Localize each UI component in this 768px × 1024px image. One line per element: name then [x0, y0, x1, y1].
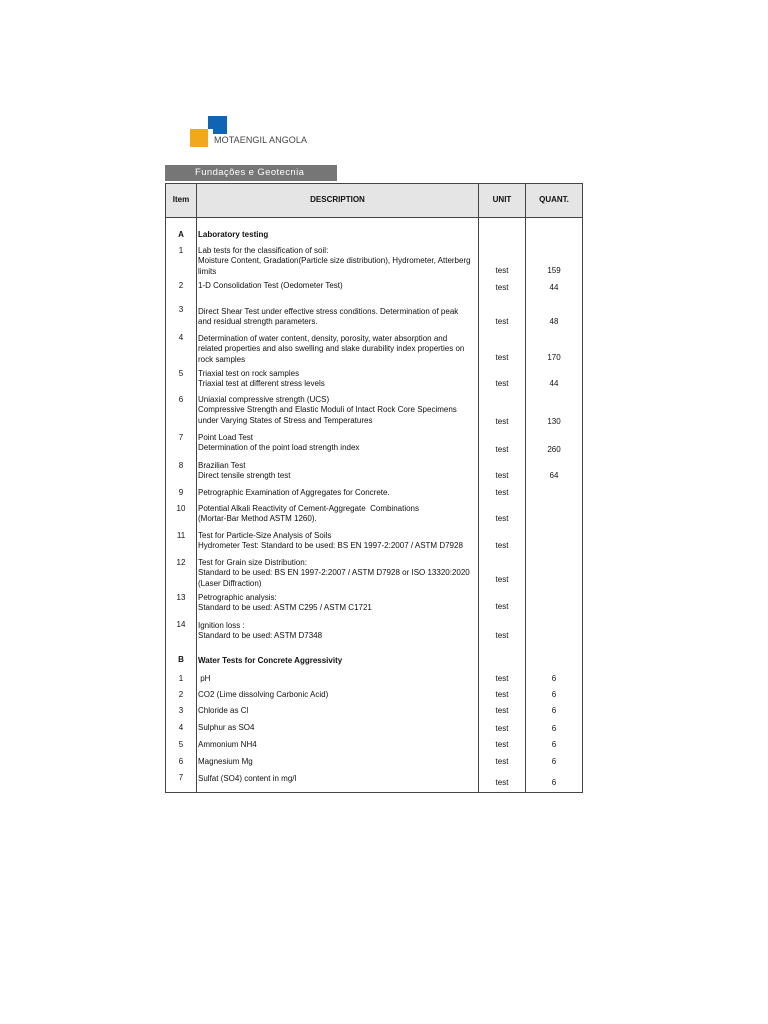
description-line: Moisture Content, Gradation(Particle size distribution), Hydrometer, Atterberg	[198, 256, 471, 266]
row-quantity: 170	[547, 353, 561, 362]
description-line: related properties and also swelling and slake durability index properties on	[198, 344, 465, 354]
description-line: Sulfat (SO4) content in mg/l	[198, 774, 297, 783]
description-line: Triaxial test on rock samples	[198, 369, 300, 378]
section-b-code: B	[178, 655, 184, 664]
description-line: (Mortar-Bar Method ASTM 1260).	[198, 514, 317, 524]
row-quantity: 6	[551, 674, 557, 683]
row-item-number: 5	[178, 740, 184, 749]
description-line: Determination of water content, density, porosity, water absorption and	[198, 334, 448, 343]
row-quantity: 6	[551, 690, 557, 699]
row-quantity: 6	[551, 740, 557, 749]
description-line: Ignition loss :	[198, 621, 245, 630]
row-unit: test	[495, 514, 509, 523]
row-description	[198, 674, 478, 684]
row-unit: test	[495, 706, 509, 715]
row-item-number: 3	[178, 305, 184, 314]
description-line: Hydrometer Test: Standard to be used: BS EN 1997-2:2007 / ASTM D7928	[198, 541, 463, 551]
row-description	[198, 488, 478, 498]
row-description	[198, 395, 477, 426]
row-quantity: 130	[547, 417, 561, 426]
section-banner: Fundações e Geotecnia	[165, 165, 337, 181]
row-description	[198, 369, 478, 390]
row-description	[198, 723, 478, 733]
row-unit: test	[495, 488, 509, 497]
row-quantity: 64	[549, 471, 559, 480]
row-item-number: 10	[176, 504, 186, 513]
row-item-number: 7	[178, 433, 184, 442]
row-item-number: 4	[178, 723, 184, 732]
row-item-number: 6	[178, 757, 184, 766]
row-description	[198, 774, 478, 784]
description-line: pH	[198, 674, 211, 683]
row-unit: test	[495, 541, 509, 550]
row-quantity: 159	[547, 266, 561, 275]
row-description	[198, 307, 477, 328]
row-unit: test	[495, 631, 509, 640]
row-description	[198, 504, 478, 525]
row-item-number: 3	[178, 706, 184, 715]
row-unit: test	[495, 778, 509, 787]
row-item-number: 5	[178, 369, 184, 378]
row-unit: test	[495, 674, 509, 683]
description-line: Direct Shear Test under effective stress conditions. Determination of peak	[198, 307, 459, 316]
row-description	[198, 621, 478, 642]
header-quant: QUANT.	[539, 195, 569, 204]
row-description	[198, 593, 478, 614]
row-unit: test	[495, 445, 509, 454]
table-header	[166, 184, 582, 218]
row-quantity: 260	[547, 445, 561, 454]
row-quantity: 48	[549, 317, 559, 326]
row-unit: test	[495, 740, 509, 749]
description-line: Sulphur as SO4	[198, 723, 255, 732]
section-b-title: Water Tests for Concrete Aggressivity	[198, 656, 343, 665]
row-description	[198, 531, 478, 552]
company-logo	[190, 115, 320, 151]
logo-notch	[208, 129, 213, 134]
row-description	[198, 740, 478, 750]
section-a-code: A	[178, 230, 184, 239]
description-line: (Laser Diffraction)	[198, 578, 262, 588]
column-divider	[196, 184, 197, 792]
row-quantity: 6	[551, 724, 557, 733]
row-unit: test	[495, 602, 509, 611]
row-quantity: 6	[551, 706, 557, 715]
description-line: Uniaxial compressive strength (UCS)	[198, 395, 330, 404]
description-line: Magnesium Mg	[198, 757, 253, 766]
row-item-number: 4	[178, 333, 184, 342]
row-unit: test	[495, 417, 509, 426]
description-line: Triaxial test at different stress levels	[198, 379, 325, 389]
row-item-number: 6	[178, 395, 184, 404]
description-line: Determination of the point load strength index	[198, 443, 360, 453]
row-item-number: 7	[178, 773, 184, 782]
description-line: CO2 (Lime dissolving Carbonic Acid)	[198, 690, 329, 699]
row-quantity: 6	[551, 757, 557, 766]
row-quantity: 44	[549, 379, 559, 388]
row-unit: test	[495, 353, 509, 362]
row-unit: test	[495, 283, 509, 292]
row-unit: test	[495, 266, 509, 275]
row-item-number: 9	[178, 488, 184, 497]
row-unit: test	[495, 690, 509, 699]
logo-orange-square	[190, 129, 208, 147]
header-description: DESCRIPTION	[310, 195, 365, 204]
header-item: Item	[172, 195, 190, 204]
section-a-title: Laboratory testing	[198, 230, 269, 239]
row-item-number: 1	[178, 674, 184, 683]
description-line: under Varying States of Stress and Temperatures	[198, 415, 373, 425]
description-line: 1-D Consolidation Test (Oedometer Test)	[198, 281, 343, 290]
description-line: Brazilian Test	[198, 461, 246, 470]
row-item-number: 2	[178, 690, 184, 699]
row-item-number: 13	[176, 593, 186, 602]
description-line: Point Load Test	[198, 433, 254, 442]
description-line: and residual strength parameters.	[198, 317, 318, 327]
description-line: limits	[198, 266, 217, 276]
row-description	[198, 558, 477, 589]
description-line: Lab tests for the classification of soil:	[198, 246, 329, 255]
description-line: Standard to be used: ASTM D7348	[198, 631, 323, 641]
description-line: Ammonium NH4	[198, 740, 257, 749]
row-description	[198, 757, 478, 767]
description-line: Standard to be used: BS EN 1997-2:2007 / ASTM D7928 or ISO 13320:2020	[198, 568, 470, 578]
row-description	[198, 706, 478, 716]
row-item-number: 8	[178, 461, 184, 470]
row-item-number: 11	[176, 531, 186, 540]
row-quantity: 6	[551, 778, 557, 787]
description-line: rock samples	[198, 354, 246, 364]
row-item-number: 14	[176, 620, 186, 629]
description-line: Test for Grain size Distribution:	[198, 558, 307, 567]
row-description	[198, 461, 478, 482]
row-unit: test	[495, 724, 509, 733]
description-line: Compressive Strength and Elastic Moduli of Intact Rock Core Specimens	[198, 405, 457, 415]
row-description	[198, 246, 477, 277]
row-description	[198, 433, 478, 454]
row-unit: test	[495, 317, 509, 326]
row-unit: test	[495, 575, 509, 584]
row-description	[198, 690, 478, 700]
row-description	[198, 334, 477, 365]
description-line: Potential Alkali Reactivity of Cement-Aggregate Combinations	[198, 504, 419, 513]
row-item-number: 1	[178, 246, 184, 255]
row-item-number: 2	[178, 281, 184, 290]
header-unit: UNIT	[492, 195, 512, 204]
logo-brand-text: MOTAENGIL ANGOLA	[214, 135, 308, 145]
description-line: Petrographic Examination of Aggregates for Concrete.	[198, 488, 390, 497]
row-unit: test	[495, 379, 509, 388]
row-item-number: 12	[176, 558, 186, 567]
description-line: Standard to be used: ASTM C295 / ASTM C1721	[198, 603, 372, 613]
row-quantity: 44	[549, 283, 559, 292]
row-description	[198, 281, 478, 291]
row-unit: test	[495, 471, 509, 480]
quantities-table	[165, 183, 583, 793]
description-line: Petrographic analysis:	[198, 593, 277, 602]
row-unit: test	[495, 757, 509, 766]
description-line: Chloride as Cl	[198, 706, 249, 715]
description-line: Test for Particle-Size Analysis of Soils	[198, 531, 332, 540]
description-line: Direct tensile strength test	[198, 471, 291, 481]
